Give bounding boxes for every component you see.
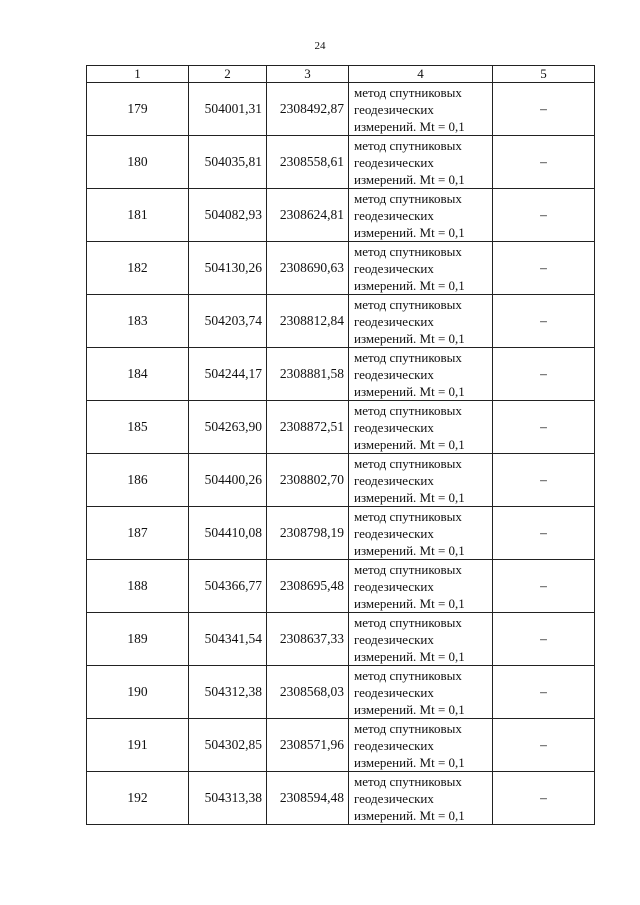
method-line-3: измерений. Mt = 0,1 <box>354 701 465 717</box>
x-coordinate: 504001,31 <box>189 83 267 136</box>
method-description <box>349 348 493 401</box>
note-cell: – <box>493 83 595 136</box>
method-line-2: геодезических <box>354 472 434 488</box>
method-line-2: геодезических <box>354 790 434 806</box>
method-line-2: геодезических <box>354 631 434 647</box>
method-description <box>349 136 493 189</box>
method-line-3: измерений. Mt = 0,1 <box>354 489 465 505</box>
note-cell: – <box>493 189 595 242</box>
y-coordinate: 2308624,81 <box>267 189 349 242</box>
method-description <box>349 189 493 242</box>
point-number: 188 <box>87 560 189 613</box>
point-number: 185 <box>87 401 189 454</box>
note-cell: – <box>493 295 595 348</box>
x-coordinate: 504203,74 <box>189 295 267 348</box>
method-line-2: геодезических <box>354 684 434 700</box>
x-coordinate: 504400,26 <box>189 454 267 507</box>
x-coordinate: 504035,81 <box>189 136 267 189</box>
y-coordinate: 2308798,19 <box>267 507 349 560</box>
point-number: 189 <box>87 613 189 666</box>
x-coordinate: 504410,08 <box>189 507 267 560</box>
method-line-3: измерений. Mt = 0,1 <box>354 118 465 134</box>
point-number: 186 <box>87 454 189 507</box>
x-coordinate: 504130,26 <box>189 242 267 295</box>
method-description <box>349 772 493 825</box>
method-description <box>349 401 493 454</box>
table-row <box>87 719 595 772</box>
point-number: 190 <box>87 666 189 719</box>
method-description <box>349 242 493 295</box>
header-col-2: 2 <box>189 66 267 83</box>
note-cell: – <box>493 560 595 613</box>
y-coordinate: 2308558,61 <box>267 136 349 189</box>
method-line-1: метод спутниковых <box>354 455 462 471</box>
note-cell: – <box>493 242 595 295</box>
header-col-5: 5 <box>493 66 595 83</box>
table-row <box>87 348 595 401</box>
point-number: 184 <box>87 348 189 401</box>
header-col-3: 3 <box>267 66 349 83</box>
table-row <box>87 189 595 242</box>
method-line-3: измерений. Mt = 0,1 <box>354 277 465 293</box>
x-coordinate: 504312,38 <box>189 666 267 719</box>
table-header-row <box>87 66 595 83</box>
method-line-1: метод спутниковых <box>354 720 462 736</box>
table-row <box>87 242 595 295</box>
table-row <box>87 560 595 613</box>
method-description <box>349 560 493 613</box>
method-line-1: метод спутниковых <box>354 137 462 153</box>
coordinates-table <box>86 65 595 825</box>
y-coordinate: 2308594,48 <box>267 772 349 825</box>
method-line-2: геодезических <box>354 578 434 594</box>
method-line-2: геодезических <box>354 737 434 753</box>
method-description <box>349 507 493 560</box>
y-coordinate: 2308568,03 <box>267 666 349 719</box>
table-row <box>87 83 595 136</box>
point-number: 183 <box>87 295 189 348</box>
method-line-1: метод спутниковых <box>354 614 462 630</box>
method-line-2: геодезических <box>354 101 434 117</box>
point-number: 187 <box>87 507 189 560</box>
y-coordinate: 2308690,63 <box>267 242 349 295</box>
method-line-3: измерений. Mt = 0,1 <box>354 330 465 346</box>
method-line-2: геодезических <box>354 207 434 223</box>
method-line-1: метод спутниковых <box>354 84 462 100</box>
note-cell: – <box>493 401 595 454</box>
x-coordinate: 504366,77 <box>189 560 267 613</box>
method-line-1: метод спутниковых <box>354 296 462 312</box>
method-line-2: геодезических <box>354 419 434 435</box>
x-coordinate: 504341,54 <box>189 613 267 666</box>
point-number: 180 <box>87 136 189 189</box>
y-coordinate: 2308881,58 <box>267 348 349 401</box>
x-coordinate: 504082,93 <box>189 189 267 242</box>
point-number: 191 <box>87 719 189 772</box>
method-line-3: измерений. Mt = 0,1 <box>354 595 465 611</box>
method-line-3: измерений. Mt = 0,1 <box>354 436 465 452</box>
header-col-4: 4 <box>349 66 493 83</box>
method-line-1: метод спутниковых <box>354 402 462 418</box>
point-number: 192 <box>87 772 189 825</box>
y-coordinate: 2308872,51 <box>267 401 349 454</box>
note-cell: – <box>493 136 595 189</box>
table-row <box>87 401 595 454</box>
method-description <box>349 83 493 136</box>
method-line-3: измерений. Mt = 0,1 <box>354 383 465 399</box>
y-coordinate: 2308802,70 <box>267 454 349 507</box>
method-line-3: измерений. Mt = 0,1 <box>354 224 465 240</box>
method-description <box>349 454 493 507</box>
note-cell: – <box>493 719 595 772</box>
header-col-1: 1 <box>87 66 189 83</box>
method-description <box>349 613 493 666</box>
method-line-2: геодезических <box>354 260 434 276</box>
method-description <box>349 295 493 348</box>
method-line-1: метод спутниковых <box>354 561 462 577</box>
point-number: 181 <box>87 189 189 242</box>
method-line-3: измерений. Mt = 0,1 <box>354 648 465 664</box>
table-row <box>87 136 595 189</box>
method-line-1: метод спутниковых <box>354 508 462 524</box>
table-row <box>87 295 595 348</box>
point-number: 179 <box>87 83 189 136</box>
y-coordinate: 2308812,84 <box>267 295 349 348</box>
method-line-1: метод спутниковых <box>354 243 462 259</box>
note-cell: – <box>493 772 595 825</box>
method-line-3: измерений. Mt = 0,1 <box>354 542 465 558</box>
note-cell: – <box>493 348 595 401</box>
x-coordinate: 504302,85 <box>189 719 267 772</box>
note-cell: – <box>493 507 595 560</box>
table-row <box>87 666 595 719</box>
x-coordinate: 504263,90 <box>189 401 267 454</box>
y-coordinate: 2308492,87 <box>267 83 349 136</box>
x-coordinate: 504244,17 <box>189 348 267 401</box>
method-line-2: геодезических <box>354 525 434 541</box>
note-cell: – <box>493 666 595 719</box>
method-line-2: геодезических <box>354 154 434 170</box>
y-coordinate: 2308695,48 <box>267 560 349 613</box>
method-line-3: измерений. Mt = 0,1 <box>354 171 465 187</box>
method-line-1: метод спутниковых <box>354 349 462 365</box>
method-line-3: измерений. Mt = 0,1 <box>354 807 465 823</box>
method-line-3: измерений. Mt = 0,1 <box>354 754 465 770</box>
method-line-1: метод спутниковых <box>354 773 462 789</box>
table-row <box>87 507 595 560</box>
note-cell: – <box>493 454 595 507</box>
point-number: 182 <box>87 242 189 295</box>
method-line-1: метод спутниковых <box>354 667 462 683</box>
table-row <box>87 613 595 666</box>
method-line-1: метод спутниковых <box>354 190 462 206</box>
method-line-2: геодезических <box>354 313 434 329</box>
method-description <box>349 719 493 772</box>
y-coordinate: 2308637,33 <box>267 613 349 666</box>
x-coordinate: 504313,38 <box>189 772 267 825</box>
note-cell: – <box>493 613 595 666</box>
page-number: 24 <box>314 40 326 52</box>
table-row <box>87 454 595 507</box>
y-coordinate: 2308571,96 <box>267 719 349 772</box>
method-description <box>349 666 493 719</box>
method-line-2: геодезических <box>354 366 434 382</box>
table-row <box>87 772 595 825</box>
